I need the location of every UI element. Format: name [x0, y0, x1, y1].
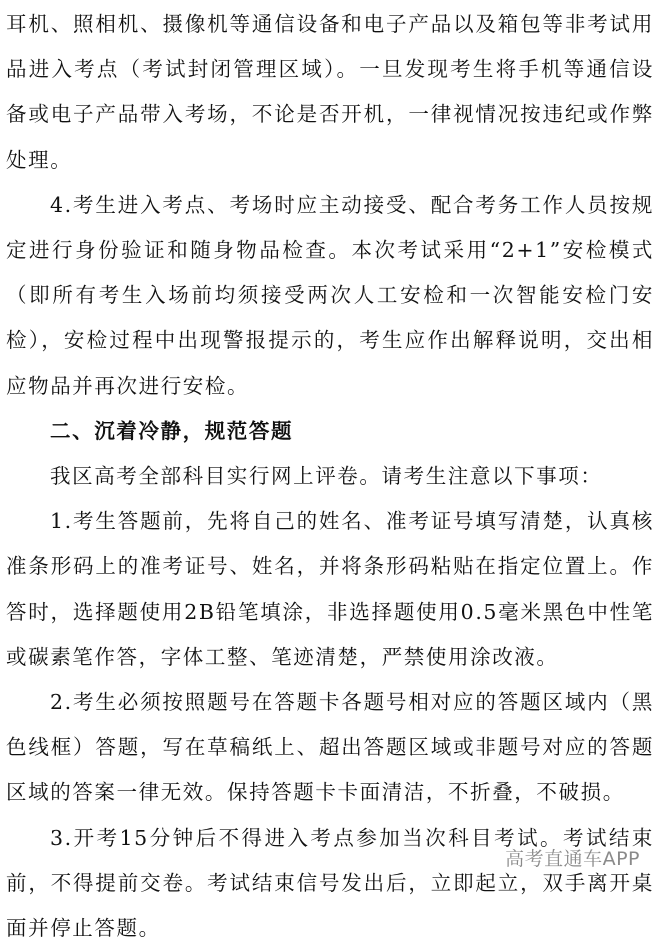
- paragraph-item-1: 1.考生答题前，先将自己的姓名、准考证号填写清楚，认真核准条形码上的准考证号、姓名，并将条形码粘贴在指定位置上。作答时，选择题使用2B铅笔填涂，非选择题使用0.5毫米黑色中性笔或碳素笔作答，字体工整、笔迹清楚，严禁使用涂改液。: [6, 509, 654, 669]
- section-heading: 二、沉着冷静，规范答题: [50, 418, 294, 443]
- paragraph-intro: 我区高考全部科目实行网上评卷。请考生注意以下事项：: [50, 464, 603, 489]
- watermark-text: 高考直通车APP: [505, 848, 640, 870]
- paragraph-item-3: 3.开考15分钟后不得进入考点参加当次科目考试。考试结束前，不得提前交卷。考试结束信号发出后，立即起立，双手离开桌面并停止答题。: [6, 825, 654, 941]
- paragraph-item-4: 4.考生进入考点、考场时应主动接受、配合考务工作人员按规定进行身份验证和随身物品检查。本次考试采用“2+1”安检模式（即所有考生入场前均须接受两次人工安检和一次智能安检门安检），安检过程中出现警报提示的，考生应作出解释说明，交出相应物品并再次进行安检。: [6, 192, 654, 398]
- paragraph-item-2: 2.考生必须按照题号在答题卡各题号相对应的答题区域内（黑色线框）答题，写在草稿纸上、超出答题区域或非题号对应的答题区域的答案一律无效。保持答题卡卡面清洁，不折叠，不破损。: [6, 690, 654, 805]
- paragraph-continuation: 耳机、照相机、摄像机等通信设备和电子产品以及箱包等非考试用品进入考点（考试封闭管理区域）。一旦发现考生将手机等通信设备或电子产品带入考场，不论是否开机，一律视情况按违纪或作弊处理。: [6, 12, 654, 172]
